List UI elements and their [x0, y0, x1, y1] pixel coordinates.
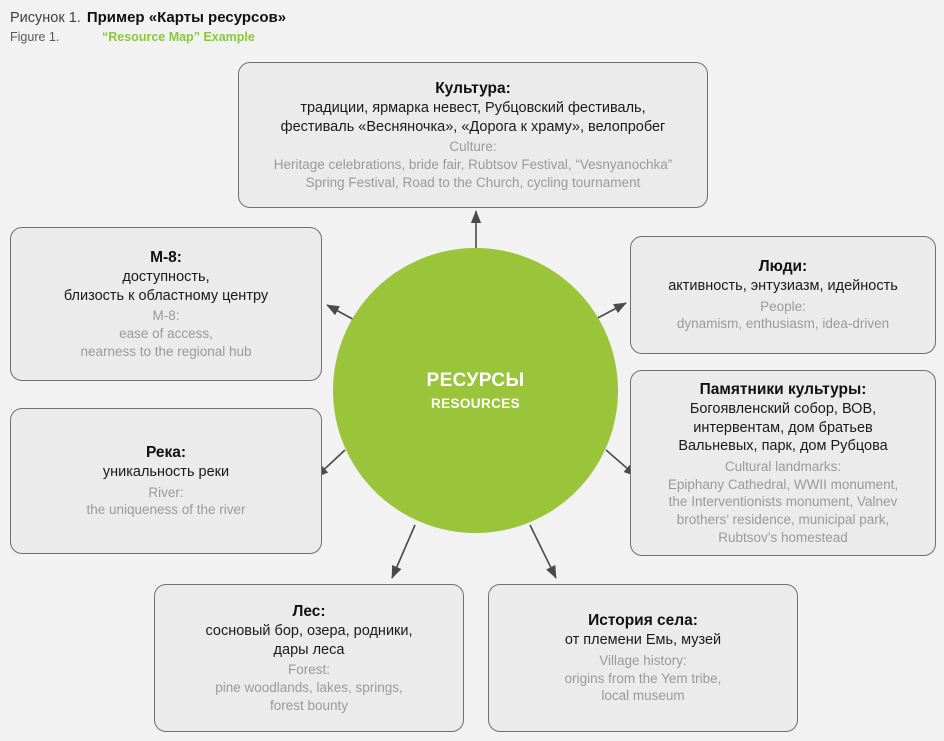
node-forest-title-en: Forest: — [287, 662, 330, 678]
node-landmarks-body-en: Epiphany Cathedral, WWII monument, the Interventionists monument, Valnev brothers’ residence, municipal park, Rubtsov’s homestead — [667, 476, 899, 545]
caption-ru-row — [10, 8, 286, 29]
node-m8-title-ru: М-8: — [150, 248, 182, 266]
caption-en-row — [10, 29, 286, 46]
node-history-body-ru: от племени Емь, музей — [564, 632, 722, 649]
node-culture-title-ru: Культура: — [435, 79, 511, 97]
caption-ru-title: Пример «Карты ресурсов» — [86, 9, 287, 26]
node-culture-body-ru: традиции, ярмарка невест, Рубцовский фестиваль, фестиваль «Весняночка», «Дорога к храму», велопробег — [280, 99, 666, 135]
node-culture[interactable] — [238, 62, 708, 208]
node-culture-title-en: Culture: — [449, 139, 497, 155]
node-m8[interactable] — [10, 227, 322, 381]
node-people[interactable] — [630, 236, 936, 354]
node-river-body-ru: уникальность реки — [102, 463, 230, 480]
node-river-body-en: the uniqueness of the river — [86, 502, 246, 518]
node-landmarks-title-ru: Памятники культуры: — [699, 380, 867, 398]
node-landmarks-body-ru: Богоявленский собор, ВОВ, интервентам, дом братьев Вальневых, парк, дом Рубцова — [678, 400, 888, 455]
center-hub-label-ru: РЕСУРСЫ — [426, 370, 525, 391]
node-people-title-ru: Люди: — [758, 258, 808, 276]
node-landmarks-title-en: Cultural landmarks: — [724, 459, 842, 475]
node-village-history[interactable] — [488, 584, 798, 732]
node-history-body-en: origins from the Yem tribe, local museum — [564, 670, 722, 704]
node-m8-body-ru: доступность, близость к областному центру — [63, 268, 269, 304]
node-history-title-en: Village history: — [599, 653, 687, 669]
node-river-title-en: River: — [148, 484, 184, 500]
node-m8-title-en: M-8: — [152, 308, 180, 324]
node-history-title-ru: История села: — [588, 612, 698, 630]
figure-caption — [10, 8, 286, 45]
node-forest-body-en: pine woodlands, lakes, springs, forest bounty — [215, 679, 403, 713]
node-forest-title-ru: Лес: — [292, 602, 326, 620]
arrow-to-forest — [392, 525, 415, 578]
arrow-to-history — [530, 525, 556, 578]
node-people-body-en: dynamism, enthusiasm, idea-driven — [676, 316, 890, 332]
caption-en-title: “Resource Map” Example — [102, 29, 255, 44]
center-hub-label-en: RESOURCES — [430, 396, 521, 411]
node-river[interactable] — [10, 408, 322, 554]
caption-ru-label: Рисунок 1. — [10, 10, 81, 26]
node-people-title-en: People: — [760, 298, 806, 314]
node-river-title-ru: Река: — [145, 444, 187, 462]
center-hub — [333, 248, 618, 533]
node-m8-body-en: ease of access, nearness to the regional hub — [80, 325, 252, 359]
node-culture-body-en: Heritage celebrations, bride fair, Rubtsov Festival, “Vesnyanochka” Spring Festival, Road to the Church, cycling tournament — [273, 156, 673, 190]
node-people-body-ru: активность, энтузиазм, идейность — [668, 277, 898, 294]
caption-en-label: Figure 1. — [10, 29, 60, 44]
node-forest[interactable] — [154, 584, 464, 732]
node-forest-body-ru: сосновый бор, озера, родники, дары леса — [205, 622, 413, 658]
node-cultural-landmarks[interactable] — [630, 370, 936, 556]
arrow-to-people — [594, 303, 626, 320]
